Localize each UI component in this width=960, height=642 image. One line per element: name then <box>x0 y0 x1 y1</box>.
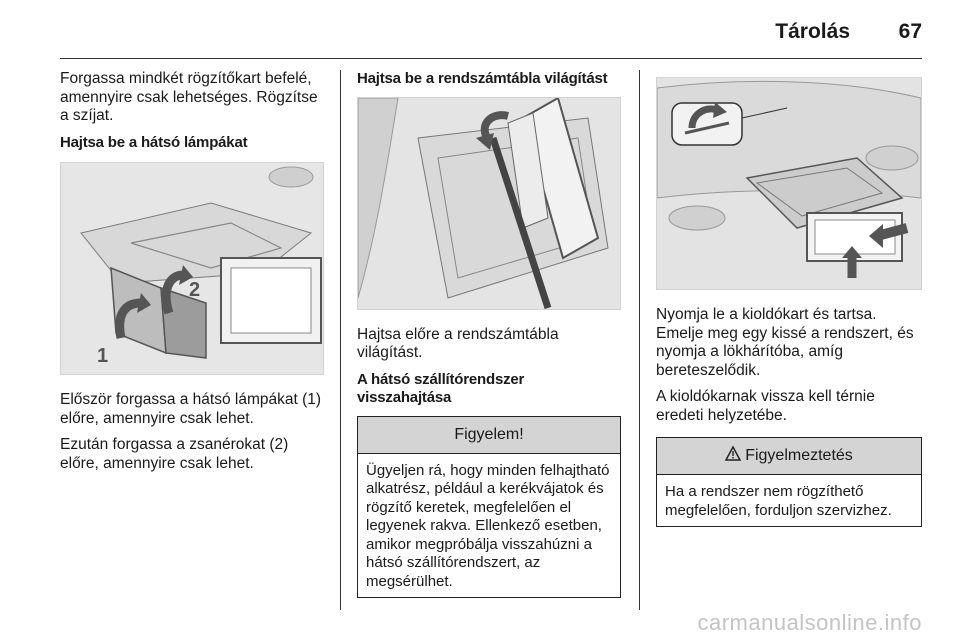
heading-fold-back-system: A hátsó szállítórendszer visszahajtása <box>357 370 525 406</box>
column-1 <box>60 70 324 481</box>
para-rotate-hinges: Ezután forgassa a zsanérokat (2) előre, amennyire csak lehet. <box>60 436 289 472</box>
para-lever-return: A kioldókarnak vissza kell térnie eredeti helyzetébe. <box>656 388 875 424</box>
notice-body: Ügyeljen rá, hogy minden felhajtható alkatrész, például a kerékvájatok és rögzítő keretek, megfelelően el legyenek rakva. Ellenkező esetben, amikor megpróbálja visszahúzni a hátsó szállítórendszert, az megsérülhet. <box>366 461 610 590</box>
notice-title: Figyelem! <box>358 417 620 454</box>
release-lever-illustration <box>657 78 921 289</box>
para-rotate-lamps: Először forgassa a hátsó lámpákat (1) előre, amennyire csak lehet. <box>60 391 322 427</box>
page-header <box>60 18 922 58</box>
figure-label-1: 1 <box>97 345 109 367</box>
column-2 <box>357 70 621 598</box>
illustration-plate-light <box>357 97 621 310</box>
column-divider <box>639 70 640 610</box>
warning-box <box>656 437 922 527</box>
rear-lamps-illustration <box>61 163 323 374</box>
notice-box <box>357 416 621 599</box>
plate-light-illustration <box>358 98 620 309</box>
heading-rear-lamps: Hajtsa be a hátsó lámpákat <box>60 133 248 151</box>
para-fold-plate-light: Hajtsa előre a rendszámtábla világítást. <box>357 325 559 361</box>
section-title: Tárolás <box>775 20 850 43</box>
warning-body: Ha a rendszer nem rögzíthető megfelelően, forduljon szervizhez. <box>665 483 892 519</box>
warning-triangle-icon <box>725 446 741 466</box>
column-3 <box>656 70 922 527</box>
illustration-rear-lamps <box>60 162 324 375</box>
page-number: 67 <box>898 20 922 43</box>
column-divider <box>340 70 341 610</box>
warning-title: Figyelmeztetés <box>745 447 853 464</box>
warning-header <box>657 438 921 475</box>
heading-plate-light: Hajtsa be a rendszámtábla világítást <box>357 70 608 87</box>
para-press-lever: Nyomja le a kioldókart és tartsa. Emelje meg egy kissé a rendszert, és nyomja a lökhárítóba, amíg bereteszelődik. <box>656 306 914 379</box>
header-rule <box>60 58 922 59</box>
watermark: carmanualsonline.info <box>697 610 922 635</box>
intro-paragraph: Forgassa mindkét rögzítőkart befelé, amennyire csak lehetséges. Rögzítse a szíjat. <box>60 70 318 124</box>
illustration-release-lever <box>656 77 922 290</box>
figure-label-2: 2 <box>189 279 201 301</box>
